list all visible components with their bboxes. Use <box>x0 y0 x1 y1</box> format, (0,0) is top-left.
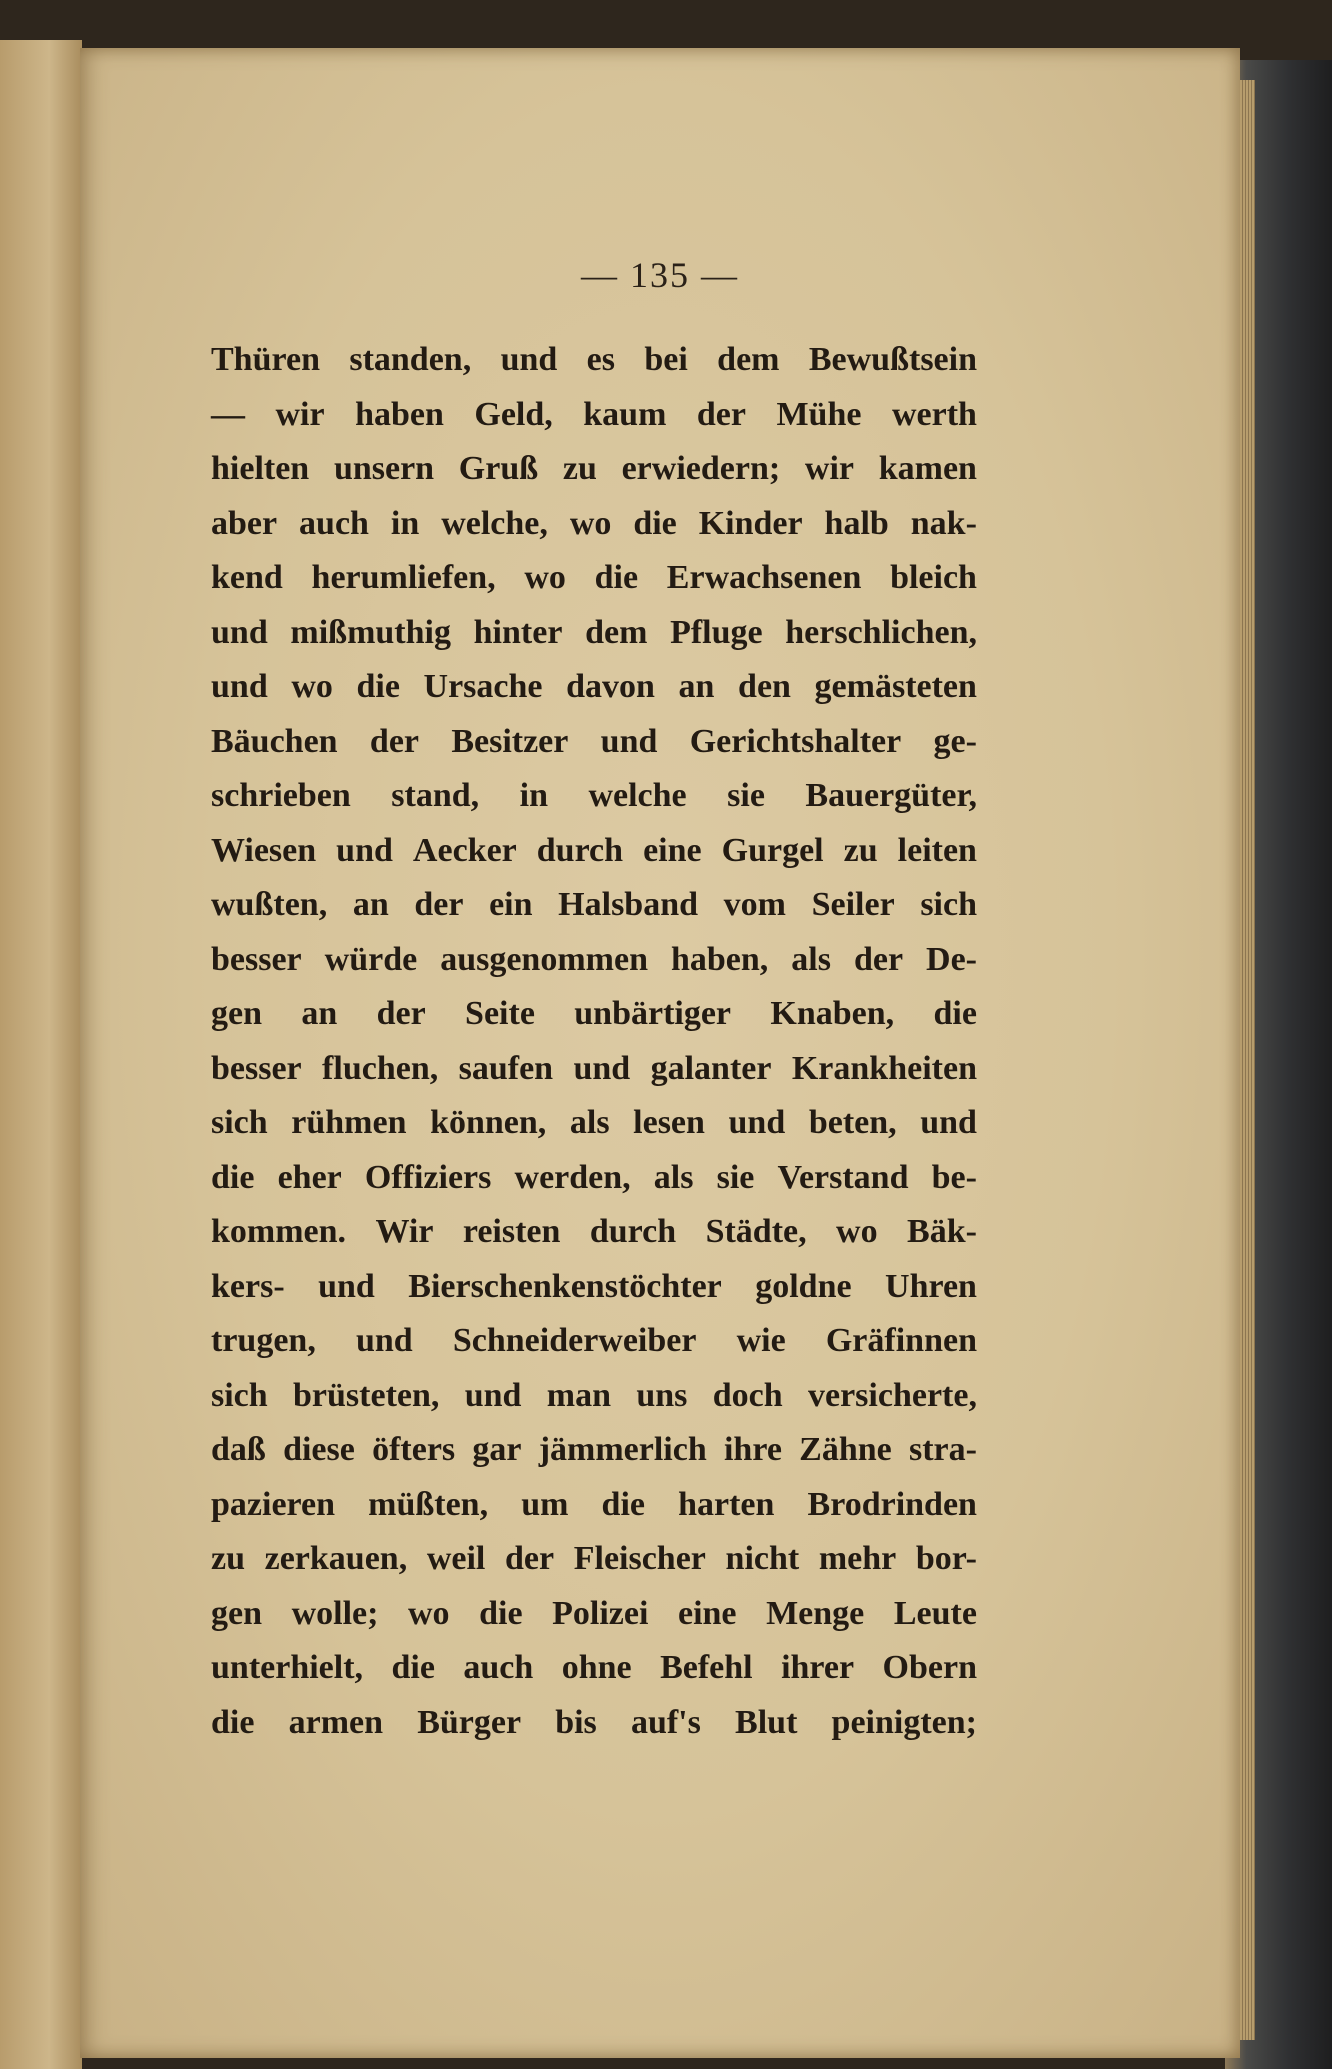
word: auf's <box>630 1703 701 1741</box>
text-line <box>211 1260 977 1315</box>
word: der <box>505 1540 555 1577</box>
word: sich <box>211 1376 268 1414</box>
text-line <box>211 1423 977 1478</box>
word: schrieben <box>211 777 351 814</box>
text-line <box>211 1042 977 1097</box>
word: Aecker <box>412 831 517 869</box>
word: die <box>601 1485 645 1523</box>
word: hinter <box>473 613 563 651</box>
word: sie <box>727 777 765 814</box>
word: als <box>569 1104 610 1141</box>
page-number: — 135 — <box>581 255 739 295</box>
text-line <box>211 1314 977 1369</box>
word: Kinder <box>698 504 803 542</box>
word: eher <box>277 1158 342 1196</box>
word: können, <box>430 1104 547 1141</box>
word: pazieren <box>211 1485 336 1523</box>
text-line <box>211 606 977 661</box>
word: harten <box>678 1485 775 1523</box>
word: rühmen <box>291 1104 407 1141</box>
text-line <box>211 497 977 552</box>
word: herschlichen, <box>785 613 977 651</box>
word: herumliefen, <box>311 559 496 596</box>
word: weil <box>426 1540 486 1577</box>
word: kamen <box>878 450 977 487</box>
text-line <box>211 878 977 933</box>
word: als <box>791 940 831 978</box>
text-line <box>211 551 977 606</box>
word: Wir <box>375 1213 434 1250</box>
word: gemästeten <box>814 668 977 705</box>
word: besser <box>211 1049 302 1087</box>
word: werden, <box>514 1158 631 1196</box>
text-line <box>211 769 977 824</box>
word: Obern <box>882 1649 977 1686</box>
word: Pfluge <box>670 613 763 651</box>
word: dem <box>585 613 648 651</box>
text-line <box>211 715 977 770</box>
word: Polizei <box>552 1594 649 1632</box>
word: Thüren <box>211 341 320 378</box>
word: diese <box>283 1431 355 1468</box>
text-line <box>211 1478 977 1533</box>
word: Offiziers <box>364 1158 492 1196</box>
word: und <box>464 1376 522 1414</box>
word: gen <box>211 995 262 1032</box>
text-line <box>211 1641 977 1696</box>
word: trugen, <box>211 1322 316 1359</box>
word: die <box>356 668 400 705</box>
text-line <box>211 1096 977 1151</box>
word: Seiler <box>811 886 895 923</box>
word: an <box>301 995 338 1032</box>
word: Leute <box>893 1594 977 1632</box>
word: Mühe <box>776 395 862 433</box>
word: wo <box>524 559 566 596</box>
word: halb <box>824 504 889 542</box>
word: Ursache <box>423 668 543 705</box>
word: Bewußtsein <box>808 341 977 378</box>
word: die <box>933 995 977 1032</box>
word: durch <box>589 1213 677 1250</box>
word: wie <box>736 1322 786 1359</box>
word: sich <box>920 886 977 923</box>
text-line <box>211 660 977 715</box>
word: sich <box>211 1104 268 1141</box>
word: der <box>414 886 464 923</box>
word: Befehl <box>660 1649 753 1686</box>
word: Wiesen <box>211 831 317 869</box>
word: ge- <box>933 722 977 760</box>
text-line <box>211 987 977 1042</box>
word: und <box>211 613 268 651</box>
word: daß <box>211 1431 266 1468</box>
word: goldne <box>755 1267 852 1305</box>
word: wußten, <box>211 886 328 923</box>
word: lesen <box>633 1104 705 1141</box>
word: be- <box>931 1158 977 1196</box>
word: wolle; <box>291 1594 379 1632</box>
word: doch <box>712 1376 783 1414</box>
word: der <box>369 722 419 760</box>
word: sie <box>716 1158 755 1196</box>
book-page <box>80 48 1240 2058</box>
word: nak- <box>910 504 977 542</box>
word: Bürger <box>417 1703 522 1741</box>
word: wir <box>275 395 325 433</box>
word: Bäuchen <box>211 722 338 760</box>
word: beten, <box>808 1104 897 1141</box>
word: und <box>500 341 558 378</box>
word: in <box>390 504 420 542</box>
facing-page-edge <box>0 40 82 2069</box>
word: wo <box>836 1213 878 1250</box>
text-line <box>211 1205 977 1260</box>
word: Verstand <box>777 1158 909 1196</box>
word: erwiedern; <box>621 450 781 487</box>
word: ihrer <box>781 1649 855 1686</box>
word: wo <box>407 1594 450 1632</box>
text-line <box>211 388 977 443</box>
word: Krankheiten <box>791 1049 977 1087</box>
word: und <box>355 1322 413 1359</box>
word: unterhielt, <box>211 1649 364 1686</box>
word: die <box>633 504 677 542</box>
body-text <box>211 333 977 1750</box>
word: Bauergüter, <box>805 777 977 814</box>
word: ihre <box>723 1431 782 1468</box>
word: öfters <box>372 1431 456 1468</box>
word: der <box>696 395 746 433</box>
word: bleich <box>890 559 977 596</box>
text-line <box>211 1151 977 1206</box>
word: der <box>853 940 904 978</box>
word: die <box>479 1594 523 1632</box>
word: Gurgel <box>721 831 824 869</box>
word: und <box>728 1104 786 1141</box>
word: fluchen, <box>322 1049 439 1087</box>
word: wir <box>804 450 855 487</box>
word: und <box>318 1267 375 1305</box>
word: vom <box>723 886 786 923</box>
text-line <box>211 1532 977 1587</box>
word: welche <box>588 777 687 814</box>
word: müßten, <box>368 1485 489 1523</box>
word: Gruß <box>458 450 539 487</box>
word: durch <box>536 831 624 869</box>
word: zu <box>211 1540 245 1577</box>
word: wo <box>291 668 333 705</box>
word: zerkauen, <box>264 1540 408 1577</box>
word: Brodrinden <box>807 1485 977 1523</box>
word: welche, <box>441 504 548 542</box>
word: auch <box>463 1649 534 1686</box>
word: unbärtiger <box>574 995 732 1032</box>
word: eine <box>677 1594 737 1632</box>
word: standen, <box>349 341 472 378</box>
text-line <box>211 1369 977 1424</box>
word: reisten <box>462 1213 561 1250</box>
word: als <box>653 1158 694 1196</box>
word: und <box>336 831 393 869</box>
word: De- <box>926 940 977 978</box>
word: saufen <box>458 1049 554 1087</box>
word: Menge <box>766 1594 865 1632</box>
word: mehr <box>818 1540 897 1577</box>
word: wo <box>569 504 612 542</box>
word: stand, <box>391 777 480 814</box>
word: unsern <box>333 450 435 487</box>
word: der <box>376 995 426 1032</box>
word: kers- <box>211 1267 285 1305</box>
word: hielten <box>211 450 310 487</box>
word: armen <box>288 1703 384 1741</box>
word: Bierschenkenstöchter <box>408 1267 722 1305</box>
word: Gerichtshalter <box>689 722 902 760</box>
word: leiten <box>897 831 977 869</box>
word: besser <box>211 940 302 978</box>
word: in <box>519 777 548 814</box>
word: haben, <box>670 940 769 978</box>
word: und <box>211 668 268 705</box>
text-line <box>211 1587 977 1642</box>
word: — <box>211 395 245 433</box>
word: Gräfinnen <box>825 1322 977 1359</box>
word: an <box>352 886 389 923</box>
word: ohne <box>561 1649 632 1686</box>
word: würde <box>324 940 418 978</box>
word: die <box>211 1703 255 1741</box>
word: eine <box>643 831 702 869</box>
word: Blut <box>735 1703 798 1741</box>
word: den <box>738 668 791 705</box>
word: dem <box>717 341 780 378</box>
word: und <box>920 1104 977 1141</box>
word: um <box>521 1485 569 1523</box>
text-line <box>211 333 977 388</box>
word: Besitzer <box>451 722 569 760</box>
word: galanter <box>650 1049 772 1087</box>
word: jämmerlich <box>538 1431 707 1468</box>
word: die <box>594 559 639 596</box>
word: Seite <box>465 995 535 1032</box>
word: ausgenommen <box>440 940 648 978</box>
word: stra- <box>908 1431 977 1468</box>
word: kaum <box>583 395 667 433</box>
word: kend <box>211 559 283 596</box>
word: peinigten; <box>831 1703 977 1741</box>
word: haben <box>355 395 444 433</box>
word: die <box>391 1649 435 1686</box>
text-line <box>211 933 977 988</box>
word: kommen. <box>211 1213 347 1250</box>
word: werth <box>891 395 977 433</box>
word: Bäk- <box>907 1213 977 1250</box>
word: Zähne <box>799 1431 892 1468</box>
word: bei <box>644 341 688 378</box>
word: ein <box>489 886 533 923</box>
word: Erwachsenen <box>666 559 862 596</box>
word: Geld, <box>474 395 553 433</box>
word: mißmuthig <box>290 613 451 651</box>
word: Knaben, <box>770 995 895 1032</box>
word: Halsband <box>558 886 699 923</box>
word: gar <box>472 1431 522 1468</box>
word: an <box>678 668 715 705</box>
word: zu <box>843 831 878 869</box>
text-line <box>211 442 977 497</box>
word: auch <box>299 504 369 542</box>
word: zu <box>562 450 597 487</box>
word: bis <box>555 1703 597 1741</box>
word: und <box>600 722 658 760</box>
word: gen <box>211 1594 262 1632</box>
word: nicht <box>725 1540 800 1577</box>
word: uns <box>636 1376 688 1414</box>
word: Uhren <box>885 1267 977 1305</box>
word: davon <box>566 668 655 705</box>
text-line <box>211 824 977 879</box>
word: Städte, <box>705 1213 807 1250</box>
word: Schneiderweiber <box>452 1322 697 1359</box>
word: brüsteten, <box>293 1376 440 1414</box>
word: man <box>546 1376 612 1414</box>
word: Fleischer <box>573 1540 706 1577</box>
word: es <box>586 341 615 378</box>
word: und <box>573 1049 631 1087</box>
word: bor- <box>915 1540 977 1577</box>
word: aber <box>211 504 278 542</box>
word: die <box>211 1158 255 1196</box>
text-line <box>211 1696 977 1751</box>
word: versicherte, <box>808 1376 977 1414</box>
